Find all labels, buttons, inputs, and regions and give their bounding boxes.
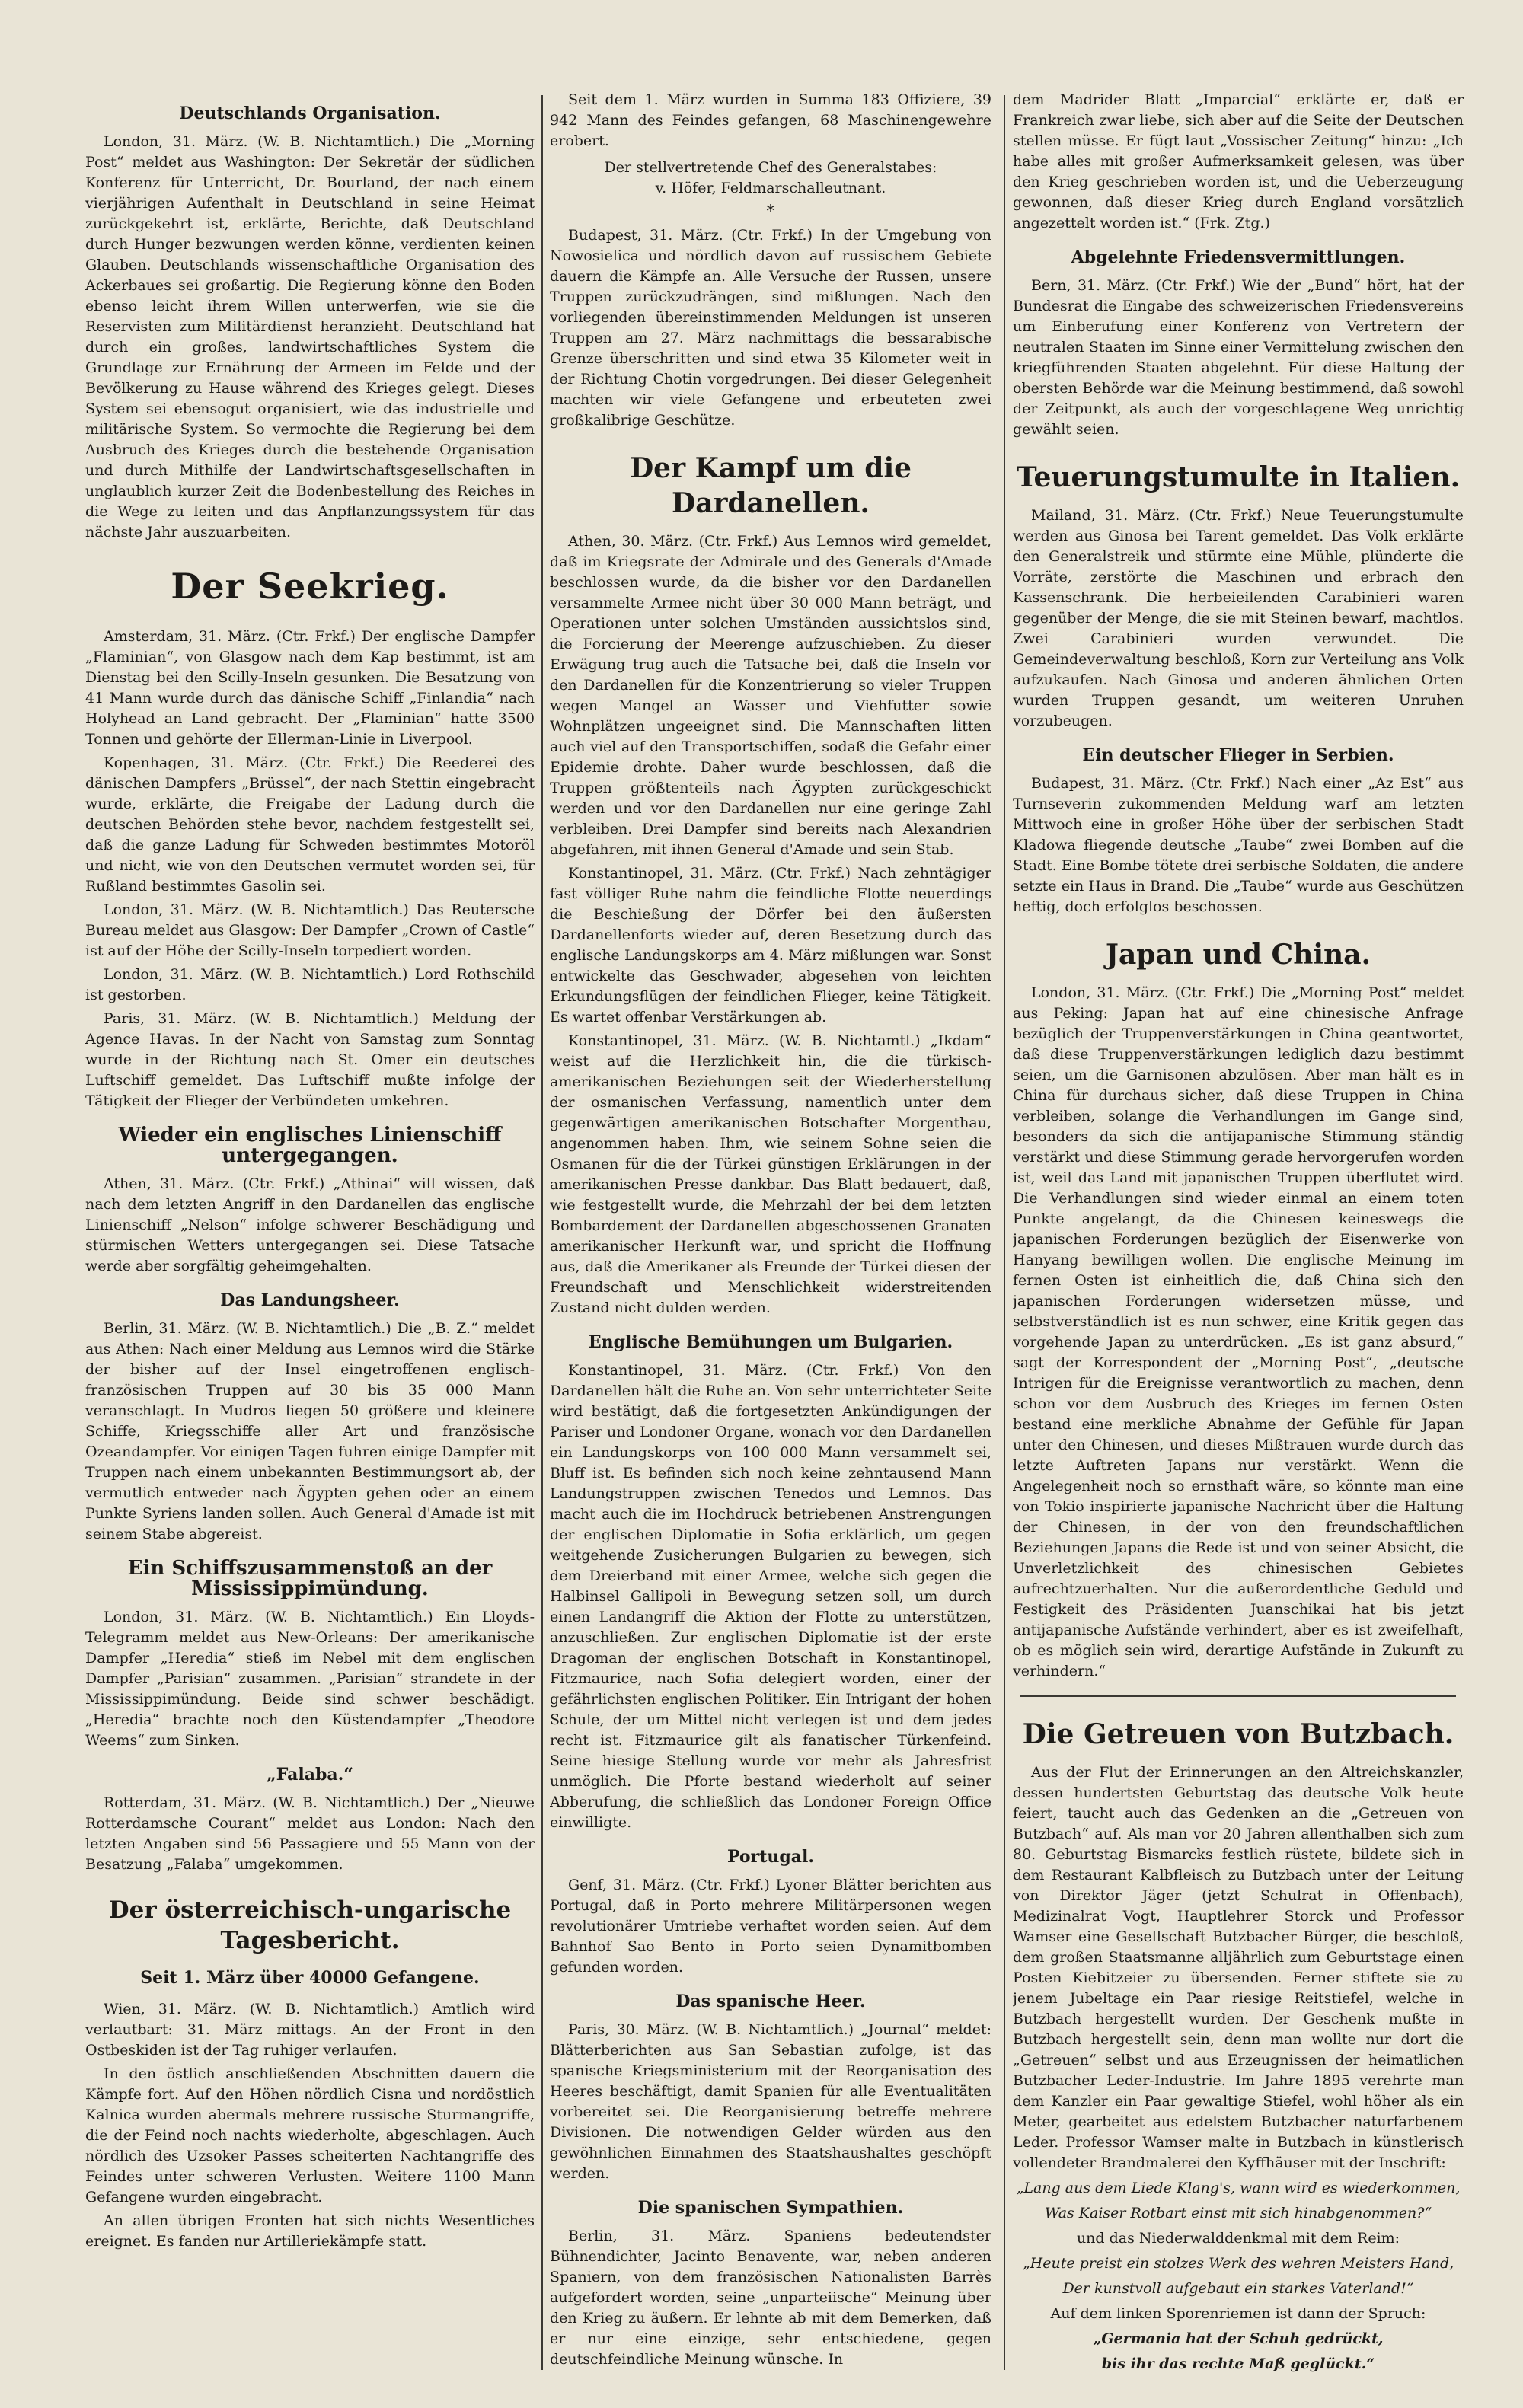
article-paragraph: Athen, 30. März. (Ctr. Frkf.) Aus Lemnos wird gemeldet, daß im Kriegsrate der Admirale und des Generals d'Amade beschlossen wurde, da die bisher vor den Dardanellen versammelte Armee nicht über 30 000 Mann beträgt, und Operationen unter solchen Umständen aussichtslos sind, die Forcierung der Meerenge aufzuschieben. Zu dieser Erwägung trug auch die Tatsache bei, daß die Inseln vor den Dardanellen für die Konzentrierung so vieler Truppen wegen Mangel an Wasser und Viehfutter sowie Wohnplätzen ungeeignet sind. Die Mannschaften litten auch viel auf den Transportschiffen, sodaß die Gefahr einer Epidemie drohte. Daher wurde beschlossen, daß die Truppen größtenteils nach Ägypten zurückgeschickt werden und vor den Dardanellen nur eine geringe Zahl verbleiben. Drei Dampfer sind bereits nach Alexandrien abgefahren, mit ihnen General d'Amade und sein Stab. (550, 533, 991, 858)
verse-line: „Heute preist ein stolzes Werk des wehren Meisters Hand, (1022, 2255, 1454, 2272)
article-paragraph: London, 31. März. (Ctr. Frkf.) Die „Morning Post“ meldet aus Peking: Japan hat auf eine chinesische Anfrage bezüglich der Truppenverstärkungen in China geantwortet, daß diese Truppenverstärkungen lediglich dazu bestimmt seien, um die Garnisonen abzulösen. Aber man hält es in China für durchaus sicher, daß diese Truppen in China verbleiben, solange die Verhandlungen im Gange sind, besonders da sich die antijapanische Stimmung ständig verstärkt und diese Stimmung gerade hervorgerufen worden ist, weil das Land mit japanischen Truppen überflutet wird. Die Verhandlungen sind wieder einmal an einem toten Punkte angelangt, da die Chinesen keineswegs die japanischen Forderungen bezüglich der Eisenwerke von Hanyang bewilligen wollen. Die englische Meinung im fernen Osten ist einheitlich die, daß China sich den japanischen Forderungen widersetzen müsse, und selbstverständlich ist es nun schwer, eine Kritik gegen das vorgehende Japan zu unterdrücken. „Es ist ganz absurd,“ sagt der Korrespondent der „Morning Post“, „deutsche Intrigen für die Ereignisse verantwortlich zu machen, denn schon vor dem Ausbruch des Krieges im fernen Osten bestand eine merkliche Abnahme der Gefühle für Japan unter den Chinesen, und dieses Mißtrauen wurde durch das letzte Auftreten Japans nur verstärkt. Wenn die Angelegenheit noch so ernsthaft wäre, so könnte man eine von Tokio inspirierte japanische Nachricht über die Haltung der Chinesen, in der von den freundschaftlichen Beziehungen Japans die Rede ist und von seiner Absicht, die Unverletzlichkeit des chinesischen Gebietes aufrechtzuerhalten. Nur die außerordentliche Geduld und Festigkeit des Präsidenten Juanschikai hat bis jetzt antijapanische Aufstände verhindert, aber es ist zweifelhaft, ob es möglich sein wird, derartige Aufstände in Zukunft zu verhindern.“ (1013, 984, 1464, 1679)
signature-name: v. Höfer, Feldmarschalleutnant. (655, 180, 886, 196)
article-paragraph: Kopenhagen, 31. März. (Ctr. Frkf.) Die Reederei des dänischen Dampfers „Brüssel“, der nach Stettin eingebracht wurde, erklärte, die Freigabe der Ladung durch die deutschen Behörden stehe bevor, nachdem festgestellt sei, daß die ganze Ladung für Schweden bestimmtes Motoröl und nicht, wie von den Deutschen vermutet worden sei, für Rußland bestimmtes Gasolin sei. (85, 754, 535, 895)
article-paragraph: Konstantinopel, 31. März. (Ctr. Frkf.) Von den Dardanellen hält die Ruhe an. Von sehr unterrichteter Seite wird bestätigt, daß die fortgesetzten Ankündigungen der Pariser und Londoner Organe, wonach vor den Dardanellen ein Landungskorps von 100 000 Mann versammelt sei, Bluff ist. Es befinden sich noch keine zehntausend Mann Landungstruppen zwischen Tenedos und Lemnos. Das macht auch die im Hochdruck betriebenen Anstrengungen der englischen Diplomatie in Sofia erklärlich, um gegen weitgehende Zusicherungen Bulgarien zu bewegen, sich dem Dreierband mit einer Armee, welche sich gegen die Halbinsel Gallipoli in Bewegung setzen soll, um durch einen Landangriff die Aktion der Flotte zu unterstützen, anzuschließen. Zur englischen Diplomatie ist der erste Dragoman der englischen Botschaft in Konstantinopel, Fitzmaurice, nach Sofia delegiert worden, einer der gefährlichsten englischen Politiker. Ein Intrigant der hohen Schule, der um Mittel nicht verlegen ist und dem jedes recht ist. Fitzmaurice gilt als fanatischer Türkenfeind. Seine hiesige Stellung wurde vor mehr als Jahresfrist unmöglich. Die Pforte bestand wiederholt auf seiner Abberufung, die schließlich das Londoner Foreign Office einwilligte. (550, 1362, 991, 1831)
heading-linienschiff: Wieder ein englisches Linienschiff untergegangen. (118, 1124, 502, 1167)
article-paragraph: Konstantinopel, 31. März. (Ctr. Frkf.) Nach zehntägiger fast völliger Ruhe nahm die feindliche Flotte neuerdings die Beschießung der Dörfer bei den äußersten Dardanellenforts wieder auf, deren Besetzung durch das englische Landungskorps am 4. März mißlungen war. Sonst entwickelte das Geschwader, abgesehen von leichten Erkundungsflügen der feindlichen Flieger, keine Tätigkeit. Es wartet offenbar Verstärkungen ab. (550, 865, 991, 1025)
article-paragraph: Genf, 31. März. (Ctr. Frkf.) Lyoner Blätter berichten aus Portugal, daß in Porto mehrere Militärpersonen wegen revolutionärer Umtriebe verhaftet worden seien. Auf dem Bahnhof Sao Bento in Porto seien Dynamitbomben gefunden worden. (550, 1877, 991, 1976)
article-paragraph: Konstantinopel, 31. März. (W. B. Nichtamtl.) „Ikdam“ weist auf die Herzlichkeit hin, die die türkisch-amerikanischen Beziehungen seit der Wiederherstellung der osmanischen Verfassung, namentlich unter dem gegenwärtigen amerikanischen Botschafter Morgenthau, angenommen haben. Ihm, wie seinem Sohne seien die Osmanen für die der Türkei günstigen Erklärungen in der amerikanischen Presse dankbar. Das Blatt bedauert, daß, wie festgestellt wurde, die Mehrzahl der bei dem letzten Bombardement der Dardanellen abgeschossenen Granaten amerikanischer Herkunft war, und spricht die Hoffnung aus, daß die Amerikaner als Freunde der Türkei diesen der Freundschaft und Menschlichkeit widerstreitenden Zustand nicht dulden werden. (550, 1032, 991, 1316)
heading-seekrieg: Der Seekrieg. (171, 566, 449, 607)
heading-deutschlands-organisation: Deutschlands Organisation. (179, 104, 441, 123)
article-paragraph: London, 31. März. (W. B. Nichtamtlich.) Lord Rothschild ist gestorben. (85, 966, 535, 1003)
article-paragraph: Aus der Flut der Erinnerungen an den Altreichskanzler, dessen hundertsten Geburtstag das deutsche Volk heute feiert, taucht auch das Gedenken an die „Getreuen von Butzbach“ auf. Als man vor 20 Jahren allenthalben sich zum 80. Geburtstag Bismarcks festlich rüstete, bildete sich in dem Restaurant Kalbfleisch zu Butzbach unter der Leitung von Direktor Jäger (jetzt Schulrat in Offenbach), Medizinalrat Vogt, Hauptlehrer Storck und Professor Wamser eine Gesellschaft Butzbacher Bürger, die beschloß, dem großen Staatsmanne alljährlich zum Geburtstage einen Posten Kiebitzeier zu übersenden. Ferner stiftete sie zu jenem Jubeltage ein Paar riesige Reitstiefel, welche in Butzbach hergestellt wurden. Der Geschenk mußte in Butzbach hergestellt sein, denn man wollte nur dort die „Getreuen“ selbst und aus Erzeugnissen der heimatlichen Butzbacher Leder-Industrie. Im Jahre 1895 verehrte man dem Kanzler ein Paar gewaltige Stiefel, wohl höher als ein Meter, gearbeitet aus edelstem Butzbacher naturfarbenem Leder. Professor Wamser malte in Butzbach in künstlerisch vollendeter Brandmalerei den Kyffhäuser mit der Inschrift: (1013, 1764, 1464, 2171)
verse-line: „Lang aus dem Liede Klang's, wann wird es wiederkommen, (1016, 2180, 1461, 2196)
verse-line: Der kunstvoll aufgebaut ein starkes Vaterland!“ (1062, 2280, 1414, 2297)
article-paragraph: Wien, 31. März. (W. B. Nichtamtlich.) Amtlich wird verlautbart: 31. März mittags. An der Front in den Ostbeskiden ist der Tag ruhiger verlaufen. (85, 2001, 535, 2059)
article-paragraph: Budapest, 31. März. (Ctr. Frkf.) In der Umgebung von Nowosielica und nördlich davon auf russischem Gebiete dauern die Kämpfe an. Alle Versuche der Russen, unsere Truppen zurückzudrängen, sind mißlungen. Nach den vorliegenden übereinstimmenden Meldungen ist unseren Truppen am 27. März nachmittags die bessarabische Grenze überschritten und sind etwa 35 Kilometer weit in der Richtung Chotin vorgedrungen. Bei dieser Gelegenheit machten wir viele Gefangene und erbeuteten zwei großkalibrige Geschütze. (550, 227, 991, 429)
article-paragraph: Mailand, 31. März. (Ctr. Frkf.) Neue Teuerungstumulte werden aus Ginosa bei Tarent gemeldet. Das Volk erklärte den Generalstreik und stürmte eine Mühle, plünderte die Vorräte, zerstörte die Maschinen und erbrach den Kassenschrank. Die herbeieilenden Carabinieri waren gegenüber der Menge, die sie mit Steinen bewarf, machtlos. Zwei Carabinieri wurden verwundet. Die Gemeindeverwaltung beschloß, Korn zur Verteilung ans Volk aufzukaufen. Nach Ginosa und anderen ähnlichen Orten wurden Truppen gesandt, um weiteren Unruhen vorzubeugen. (1013, 507, 1464, 729)
article-paragraph: London, 31. März. (W. B. Nichtamtlich.) Ein Lloyds-Telegramm meldet aus New-Orleans: Der amerikanische Dampfer „Heredia“ stieß im Nebel mit dem englischen Dampfer „Parisian“ zusammen. „Parisian“ strandete in der Mississippimündung. Beide sind schwer beschädigt. „Heredia“ brachte noch den Küstendampfer „Theodore Weems“ zum Sinken. (85, 1609, 535, 1749)
heading-japan-china: Japan und China. (1105, 939, 1371, 971)
article-paragraph: Berlin, 31. März. (W. B. Nichtamtlich.) Die „B. Z.“ meldet aus Athen: Nach einer Meldung aus Lemnos wird die Stärke der bisher auf der Insel eingetroffenen englisch-französischen Truppen auf 30 bis 35 000 Mann veranschlagt. In Mudros liegen 50 größere und kleinere Schiffe, Kriegsschiffe aller Art und französische Ozeandampfer. Vor einigen Tagen fuhren einige Dampfer mit Truppen nach einem unbekannten Bestimmungsort ab, der vermutlich entweder nach Ägypten gehen oder an einem Punkte Syriens landen sollen. Auch General d'Amade ist mit seinem Stabe abgereist. (85, 1320, 535, 1542)
article-paragraph: London, 31. März. (W. B. Nichtamtlich.) Die „Morning Post“ meldet aus Washington: Der Sekretär der südlichen Konferenz für Unterricht, Dr. Bourland, der nach einem vierjährigen Aufenthalt in Deutschland in seine Heimat zurückgekehrt ist, erklärte, Berichte, daß Deutschland durch Hunger bezwungen werden könne, verdienten keinen Glauben. Deutschlands wissenschaftliche Organisation des Ackerbaues sei großartig. Die Regierung könne den Boden ebenso leicht ihrem Willen unterwerfen, wie sie die Reservisten zum Militärdienst heranzieht. Deutschland hat durch ein großes, landwirtschaftliches System die Grundlage zur Ernährung der Armeen im Felde und der Bevölkerung zu Hause während des Krieges gelegt. Dieses System sei ebensogut organisiert, wie das industrielle und militärische System. So vermochte die Regierung bei dem Ausbruch des Krieges durch die bestehende Organisation und durch Mithilfe der Landwirtschaftsgesellschaften in unglaublich kurzer Zeit die Bodenbestellung des Reiches in die Wege zu leiten und das Anpflanzungssystem für das nächste Jahr auszuarbeiten. (85, 133, 535, 541)
section-divider (1020, 1695, 1456, 1697)
verse-line: Was Kaiser Rotbart einst mit sich hinabgenommen?“ (1044, 2205, 1432, 2221)
article-paragraph: Amsterdam, 31. März. (Ctr. Frkf.) Der englische Dampfer „Flaminian“, von Glasgow nach dem Kap bestimmt, ist am Dienstag bei den Scilly-Inseln gesunken. Die Besatzung von 41 Mann wurde durch das dänische Schiff „Finlandia“ nach Holyhead an Land gebracht. Der „Flaminian“ hatte 3500 Tonnen und gehörte der Ellerman-Linie in Liverpool. (85, 628, 535, 748)
article-paragraph: Bern, 31. März. (Ctr. Frkf.) Wie der „Bund“ hört, hat der Bundesrat die Eingabe des schweizerischen Friedensvereins um Einberufung einer Konferenz von Vertretern der neutralen Staaten im Sinne einer Vermittelung zwischen den kriegführenden Staaten abgelehnt. Für diese Haltung der obersten Behörde war die Meinung bestimmend, daß sowohl der Zeitpunkt, als auch der vorgeschlagene Weg unrichtig gewählt seien. (1013, 277, 1464, 438)
heading-getreuen-butzbach: Die Getreuen von Butzbach. (1022, 1718, 1454, 1750)
signature-title: Der stellvertretende Chef des Generalstabes: (604, 159, 937, 176)
article-paragraph: Athen, 31. März. (Ctr. Frkf.) „Athinai“ will wissen, daß nach dem letzten Angriff in den Dardanellen das englische Linienschiff „Nelson“ infolge schwerer Beschädigung und stürmischen Wetters untergegangen sei. Diese Tatsache werde aber sorgfältig geheimgehalten. (85, 1175, 535, 1274)
column-middle (550, 90, 991, 2378)
column-rule-1 (541, 95, 543, 2370)
article-paragraph: Rotterdam, 31. März. (W. B. Nichtamtlich.) Der „Nieuwe Rotterdamsche Courant“ meldet aus London: Nach den letzten Angaben sind 56 Passagiere und 55 Mann von der Besatzung „Falaba“ umgekommen. (85, 1794, 535, 1873)
verse-intro: und das Niederwalddenkmal mit dem Reim: (1076, 2230, 1400, 2247)
heading-friedensvermittlungen: Abgelehnte Friedensvermittlungen. (1071, 247, 1406, 267)
verse-line: bis ihr das rechte Maß geglückt.“ (1101, 2355, 1375, 2372)
column-right (1013, 90, 1464, 2378)
heading-spanische-sympathien: Die spanischen Sympathien. (637, 2198, 904, 2218)
heading-falaba: „Falaba.“ (267, 1765, 353, 1784)
heading-bulgarien: Englische Bemühungen um Bulgarien. (588, 1332, 953, 1352)
article-paragraph: Seit dem 1. März wurden in Summa 183 Offiziere, 39 942 Mann des Feindes gefangen, 68 Maschinengewehre erobert. (550, 91, 991, 149)
article-paragraph: In den östlich anschließenden Abschnitten dauern die Kämpfe fort. Auf den Höhen nördlich Cisna und nordöstlich Kalnica wurden abermals mehrere russische Sturmangriffe, die der Feind noch nachts wiederholte, abgeschlagen. Auch nördlich des Uzsoker Passes scheiterten Nachtangriffe des Feindes unter schweren Verlusten. Weitere 1100 Mann Gefangene wurden eingebracht. (85, 2065, 535, 2205)
separator-star: * (766, 203, 775, 222)
article-paragraph: Paris, 31. März. (W. B. Nichtamtlich.) Meldung der Agence Havas. In der Nacht von Samstag zum Sonntag wurde in der Richtung nach St. Omer ein deutsches Luftschiff gemeldet. Das Luftschiff mußte infolge der Tätigkeit der Flieger der Verbündeten umkehren. (85, 1010, 535, 1109)
heading-dardanellen: Der Kampf um die Dardanellen. (629, 452, 912, 519)
heading-portugal: Portugal. (726, 1847, 815, 1867)
heading-landungsheer: Das Landungsheer. (220, 1290, 400, 1310)
article-paragraph: Paris, 30. März. (W. B. Nichtamtlich.) „Journal“ meldet: Blätterberichten aus San Sebastian zufolge, ist das spanische Kriegsministerium mit der Reorganisation des Heeres beschäftigt, damit Spanien für alle Eventualitäten vorbereitet sei. Die Reorganisierung betreffe mehrere Divisionen. Die notwendigen Gelder würden aus den gewöhnlichen Einnahmen des Staatshaushaltes geschöpft werden. (550, 2021, 991, 2182)
article-paragraph: Budapest, 31. März. (Ctr. Frkf.) Nach einer „Az Est“ aus Turnseverin zukommenden Meldung warf am letzten Mittwoch eine in großer Höhe über der serbischen Stadt Kladowa fliegende deutsche „Taube“ zwei Bomben auf die Stadt. Eine Bombe tötete drei serbische Soldaten, die andere setzte ein Haus in Brand. Die „Taube“ wurde aus Geschützen heftig, doch erfolglos beschossen. (1013, 775, 1464, 915)
heading-schiffszusammenstoss: Ein Schiffszusammenstoß an der Mississippimündung. (127, 1557, 493, 1600)
heading-teuerungstumulte: Teuerungstumulte in Italien. (1016, 461, 1461, 493)
heading-spanisches-heer: Das spanische Heer. (675, 1992, 866, 2011)
heading-deutscher-flieger: Ein deutscher Flieger in Serbien. (1082, 745, 1394, 765)
article-paragraph: An allen übrigen Fronten hat sich nichts Wesentliches ereignet. Es fanden nur Artilleriekämpfe statt. (85, 2212, 535, 2250)
column-rule-2 (1004, 95, 1005, 2370)
article-paragraph: Berlin, 31. März. Spaniens bedeutendster Bühnendichter, Jacinto Benavente, war, neben anderen Spaniern, von dem französischen Nationalisten Barrès aufgefordert worden, seine „unparteiische“ Meinung über den Krieg zu äußern. Er lehnte ab mit dem Bemerken, daß er nur eine einzige, sehr entschiedene, gegen deutschfeindliche Meinung wünsche. In (550, 2228, 991, 2368)
subheading-gefangene: Seit 1. März über 40000 Gefangene. (140, 1968, 480, 1988)
column-left (85, 90, 535, 2378)
article-paragraph: London, 31. März. (W. B. Nichtamtlich.) Das Reutersche Bureau meldet aus Glasgow: Der Dampfer „Crown of Castle“ ist auf der Höhe der Scilly-Inseln torpediert worden. (85, 901, 535, 959)
verse-intro: Auf dem linken Sporenriemen ist dann der Spruch: (1050, 2305, 1426, 2322)
article-paragraph: dem Madrider Blatt „Imparcial“ erklärte er, daß er Frankreich zwar liebe, sich aber auf die Seite der Deutschen stellen müsse. Er fügt laut „Vossischer Zeitung“ hinzu: „Ich habe alles mit großer Aufmerksamkeit gelesen, was über den Krieg geschrieben worden ist, und die Ueberzeugung gewonnen, daß dieser Krieg durch England vorsätzlich angezettelt worden ist.“ (Frk. Ztg.) (1013, 91, 1464, 231)
heading-tagesbericht: Der österreichisch-ungarische Tagesbericht. (108, 1896, 512, 1954)
verse-line: „Germania hat der Schuh gedrückt, (1093, 2330, 1384, 2347)
